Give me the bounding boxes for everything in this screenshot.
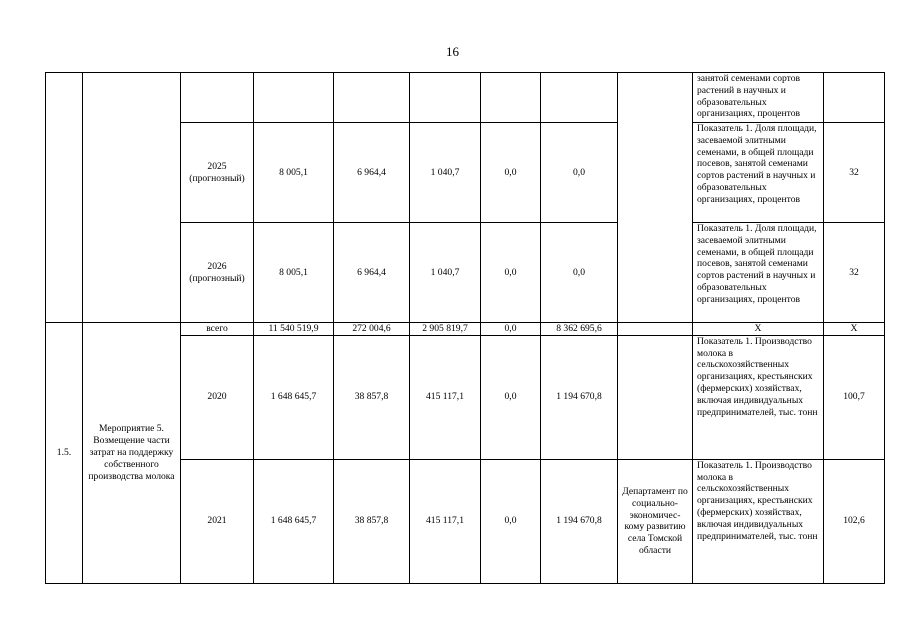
total-cell: 1 648 645,7	[254, 459, 334, 583]
value-cell: 32	[824, 123, 885, 223]
regional-cell: 415 117,1	[410, 335, 481, 459]
extra-cell: 1 194 670,8	[541, 459, 618, 583]
regional-cell: 415 117,1	[410, 459, 481, 583]
executor-cell-empty	[618, 323, 693, 336]
federal-cell: 272 004,6	[334, 323, 410, 336]
local-cell: 0,0	[481, 223, 541, 323]
total-cell: 8 005,1	[254, 223, 334, 323]
indicator-cell: Показатель 1. Доля площади, засеваемой элитными семенами, в общей площади посевов, занятой семенами сортов растений в научных и образовательных организациях, процентов	[693, 223, 824, 323]
year-cell	[181, 73, 254, 123]
extra-cell: 0,0	[541, 123, 618, 223]
program-table	[45, 72, 885, 584]
value-cell: 100,7	[824, 335, 885, 459]
number-cell-empty	[46, 73, 83, 323]
local-cell: 0,0	[481, 123, 541, 223]
regional-cell: 1 040,7	[410, 223, 481, 323]
federal-cell: 6 964,4	[334, 123, 410, 223]
section-number: 1.5.	[46, 323, 83, 584]
total-label: всего	[181, 323, 254, 336]
indicator-cell: Х	[693, 323, 824, 336]
total-cell: 11 540 519,9	[254, 323, 334, 336]
indicator-cell: Показатель 1. Производство молока в сельскохозяйственных организациях, крестьянских (фермерских) хозяйствах, включая индивидуальных предпринимателей, тыс. тонн	[693, 459, 824, 583]
federal-cell: 38 857,8	[334, 335, 410, 459]
total-cell: 1 648 645,7	[254, 335, 334, 459]
value-cell: 102,6	[824, 459, 885, 583]
total-cell	[254, 73, 334, 123]
executor-cell: Департамент по социально-экономичес-кому развитию села Томской области	[618, 459, 693, 583]
indicator-cell: занятой семенами сортов растений в научных и образовательных организациях, процентов	[693, 73, 824, 123]
federal-cell: 6 964,4	[334, 223, 410, 323]
extra-cell: 8 362 695,6	[541, 323, 618, 336]
event-cell-empty	[83, 73, 181, 323]
value-cell: Х	[824, 323, 885, 336]
executor-cell-empty	[618, 335, 693, 459]
value-cell	[824, 73, 885, 123]
extra-cell: 0,0	[541, 223, 618, 323]
regional-cell: 1 040,7	[410, 123, 481, 223]
local-cell: 0,0	[481, 335, 541, 459]
local-cell: 0,0	[481, 323, 541, 336]
extra-cell: 1 194 670,8	[541, 335, 618, 459]
table-row	[46, 73, 885, 123]
total-cell: 8 005,1	[254, 123, 334, 223]
year-cell: 2026 (прогнозный)	[181, 223, 254, 323]
local-cell	[481, 73, 541, 123]
regional-cell: 2 905 819,7	[410, 323, 481, 336]
value-cell: 32	[824, 223, 885, 323]
year-cell: 2020	[181, 335, 254, 459]
table-row-total	[46, 323, 885, 336]
year-cell: 2025 (прогнозный)	[181, 123, 254, 223]
year-cell: 2021	[181, 459, 254, 583]
local-cell: 0,0	[481, 459, 541, 583]
indicator-cell: Показатель 1. Доля площади, засеваемой элитными семенами, в общей площади посевов, занятой семенами сортов растений в научных и образовательных организациях, процентов	[693, 123, 824, 223]
federal-cell	[334, 73, 410, 123]
regional-cell	[410, 73, 481, 123]
page-number: 16	[446, 44, 459, 59]
federal-cell: 38 857,8	[334, 459, 410, 583]
event-name: Мероприятие 5. Возмещение части затрат на поддержку собственного производства молока	[83, 323, 181, 584]
executor-cell-empty	[618, 73, 693, 323]
extra-cell	[541, 73, 618, 123]
indicator-cell: Показатель 1. Производство молока в сельскохозяйственных организациях, крестьянских (фермерских) хозяйствах, включая индивидуальных предпринимателей, тыс. тонн	[693, 335, 824, 459]
